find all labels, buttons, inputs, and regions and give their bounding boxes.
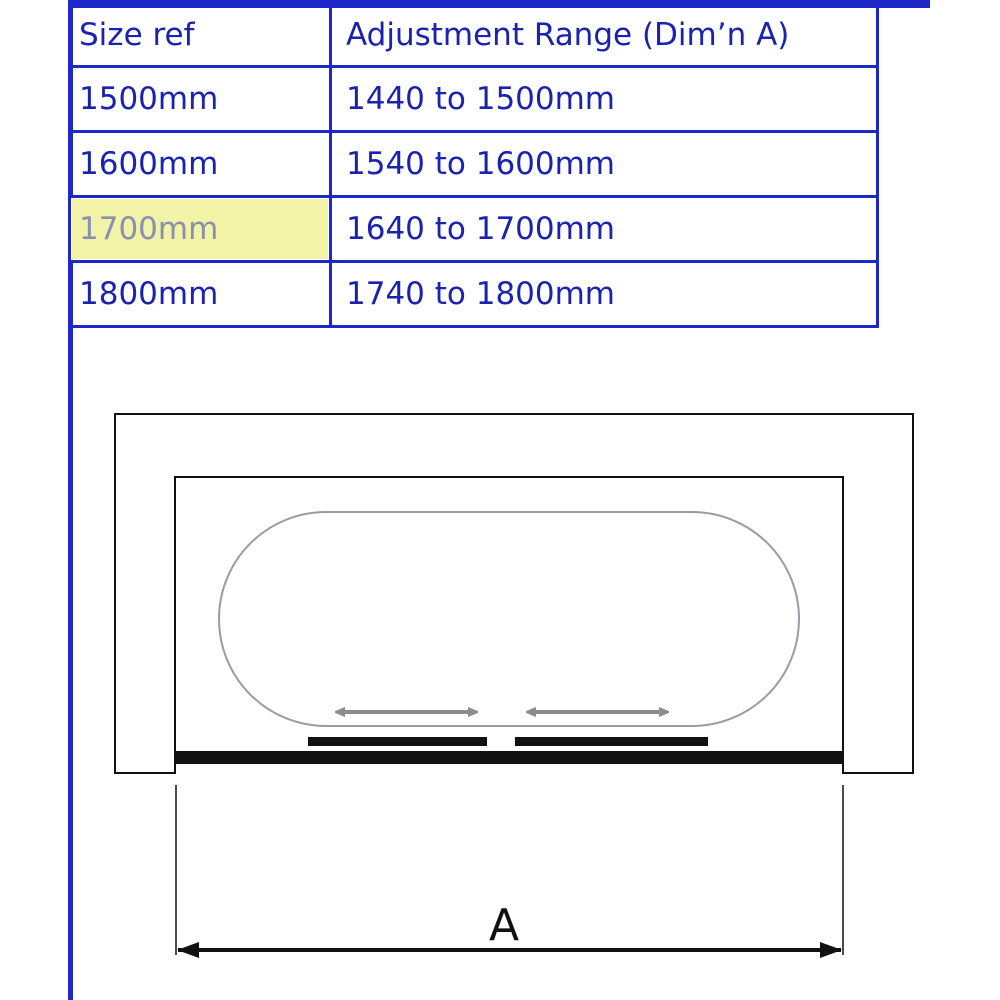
screen-track-rail [175, 751, 843, 764]
size-cell-highlighted: 1700mm [70, 197, 331, 262]
alcove-outline [115, 414, 913, 773]
range-cell: 1540 to 1600mm [331, 132, 878, 197]
range-cell: 1440 to 1500mm [331, 67, 878, 132]
sliding-panel-right [515, 737, 708, 746]
sliding-panel-left [308, 737, 487, 746]
size-cell: 1500mm [70, 67, 331, 132]
range-cell: 1640 to 1700mm [331, 197, 878, 262]
bath-rim-icon [219, 512, 799, 726]
dimension-label-a: A [488, 900, 520, 951]
header-size-ref: Size ref [70, 4, 331, 67]
size-cell: 1800mm [70, 262, 331, 327]
size-cell: 1600mm [70, 132, 331, 197]
header-adjustment-range: Adjustment Range (Dim’n A) [331, 4, 878, 67]
range-cell: 1740 to 1800mm [331, 262, 878, 327]
